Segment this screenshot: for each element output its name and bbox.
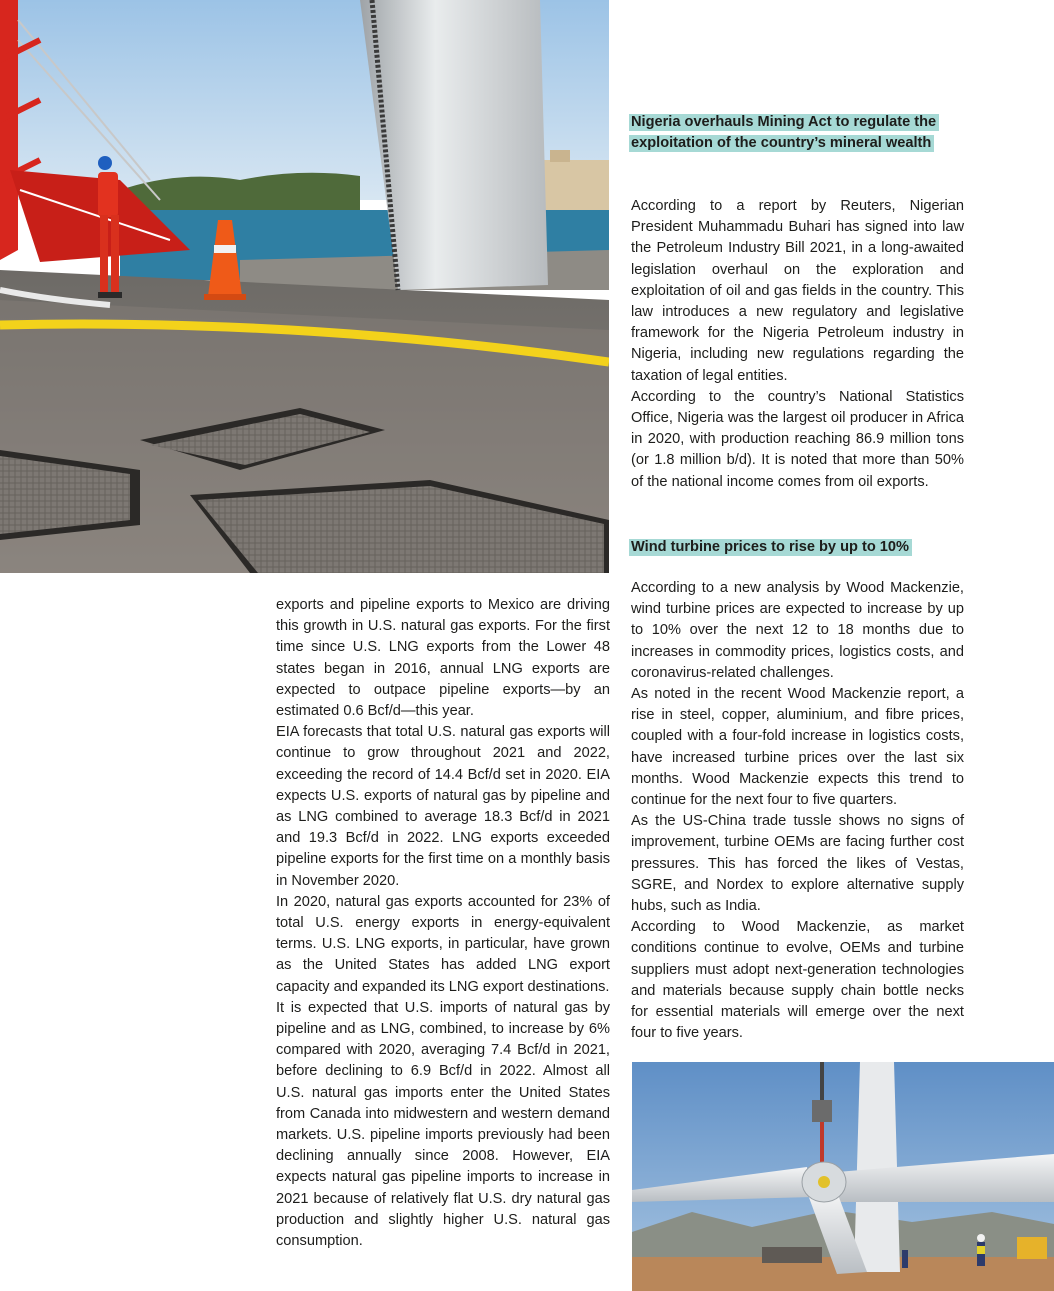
nigeria-article-heading: Nigeria overhauls Mining Act to regulate the exploitation of the country’s mineral wealth — [629, 112, 949, 154]
body-paragraph: According to a new analysis by Wood Mackenzie, wind turbine prices are expected to increase by up to 10% over the next 12 to 18 months due to increases in commodity prices, logistics costs, and coronavirus-related challenges. — [631, 580, 964, 681]
body-paragraph: It is expected that U.S. imports of natural gas by pipeline and as LNG, combined, to increase by 6% compared with 2020, averaging 7.4 Bcf/d in 2021, before declining to 6.9 Bcf/d in 2022. Almost all U.S. natural gas imports enter the United States from Canada into midwestern and western demand markets. U.S. pipeline imports previously had been declining annually since 2008. However, EIA expects natural gas pipeline imports to increase in 2021 because of relatively flat U.S. dry natural gas production and slightly higher U.S. natural gas consumption. — [276, 999, 610, 1250]
nigeria-article-body — [631, 196, 964, 493]
body-paragraph: As the US-China trade tussle shows no signs of improvement, turbine OEMs are facing further cost pressures. This has forced the likes of Vestas, SGRE, and Nordex to explore alternative supply hubs, such as India. — [631, 813, 964, 915]
body-paragraph: EIA forecasts that total U.S. natural gas exports will continue to grow throughout 2021 and 2022, exceeding the record of 14.4 Bcf/d set in 2020. EIA expects U.S. exports of natural gas by pipeline and as LNG combined to average 18.3 Bcf/d in 2021 and 19.3 Bcf/d in 2022. LNG exports exceeded pipeline exports for the first time on a monthly basis in November 2020. — [276, 724, 610, 889]
body-paragraph: As noted in the recent Wood Mackenzie report, a rise in steel, copper, aluminium, and fibre prices, coupled with a four-fold increase in logistics costs, have increased turbine prices over the last six months. Wood Mackenzie expects this trend to continue for the next four to five quarters. — [631, 686, 964, 809]
body-paragraph: According to the country’s National Statistics Office, Nigeria was the largest oil producer in Africa in 2020, with production reaching 86.9 million tons (or 1.8 million b/d). It is noted that more than 50% of the national income comes from oil exports. — [631, 388, 964, 490]
natural-gas-exports-article — [276, 595, 610, 1252]
helideck-photo — [0, 0, 609, 573]
body-paragraph: According to Wood Mackenzie, as market conditions continue to evolve, OEMs and turbine suppliers must adopt next-generation technologies and materials because supply chain bottle necks for essential materials will emerge over the next four to five years. — [631, 919, 964, 1042]
body-paragraph: In 2020, natural gas exports accounted for 23% of total U.S. energy exports in energy-equivalent terms. U.S. LNG exports, in particular, have grown as the United States has added LNG export capacity and expanded its LNG export destinations. — [276, 893, 610, 995]
wind-article-heading: Wind turbine prices to rise by up to 10% — [629, 537, 959, 558]
body-paragraph: exports and pipeline exports to Mexico are driving this growth in U.S. natural gas exports. For the first time since U.S. LNG exports from the Lower 48 states began in 2016, annual LNG exports are expected to outpace pipeline exports—by an estimated 0.6 Bcf/d—this year. — [276, 597, 610, 720]
wind-article-body — [631, 578, 964, 1044]
body-paragraph: According to a report by Reuters, Nigerian President Muhammadu Buhari has signed into law the Petroleum Industry Bill 2021, in a long-awaited legislation overhaul on the exploration and exploitation of oil and gas fields in the country. This law introduces a new regulatory and legislative framework for the Nigeria Petroleum industry in Nigeria, including new regulations regarding the taxation of legal entities. — [631, 198, 964, 384]
wind-turbine-photo — [632, 1062, 1054, 1291]
